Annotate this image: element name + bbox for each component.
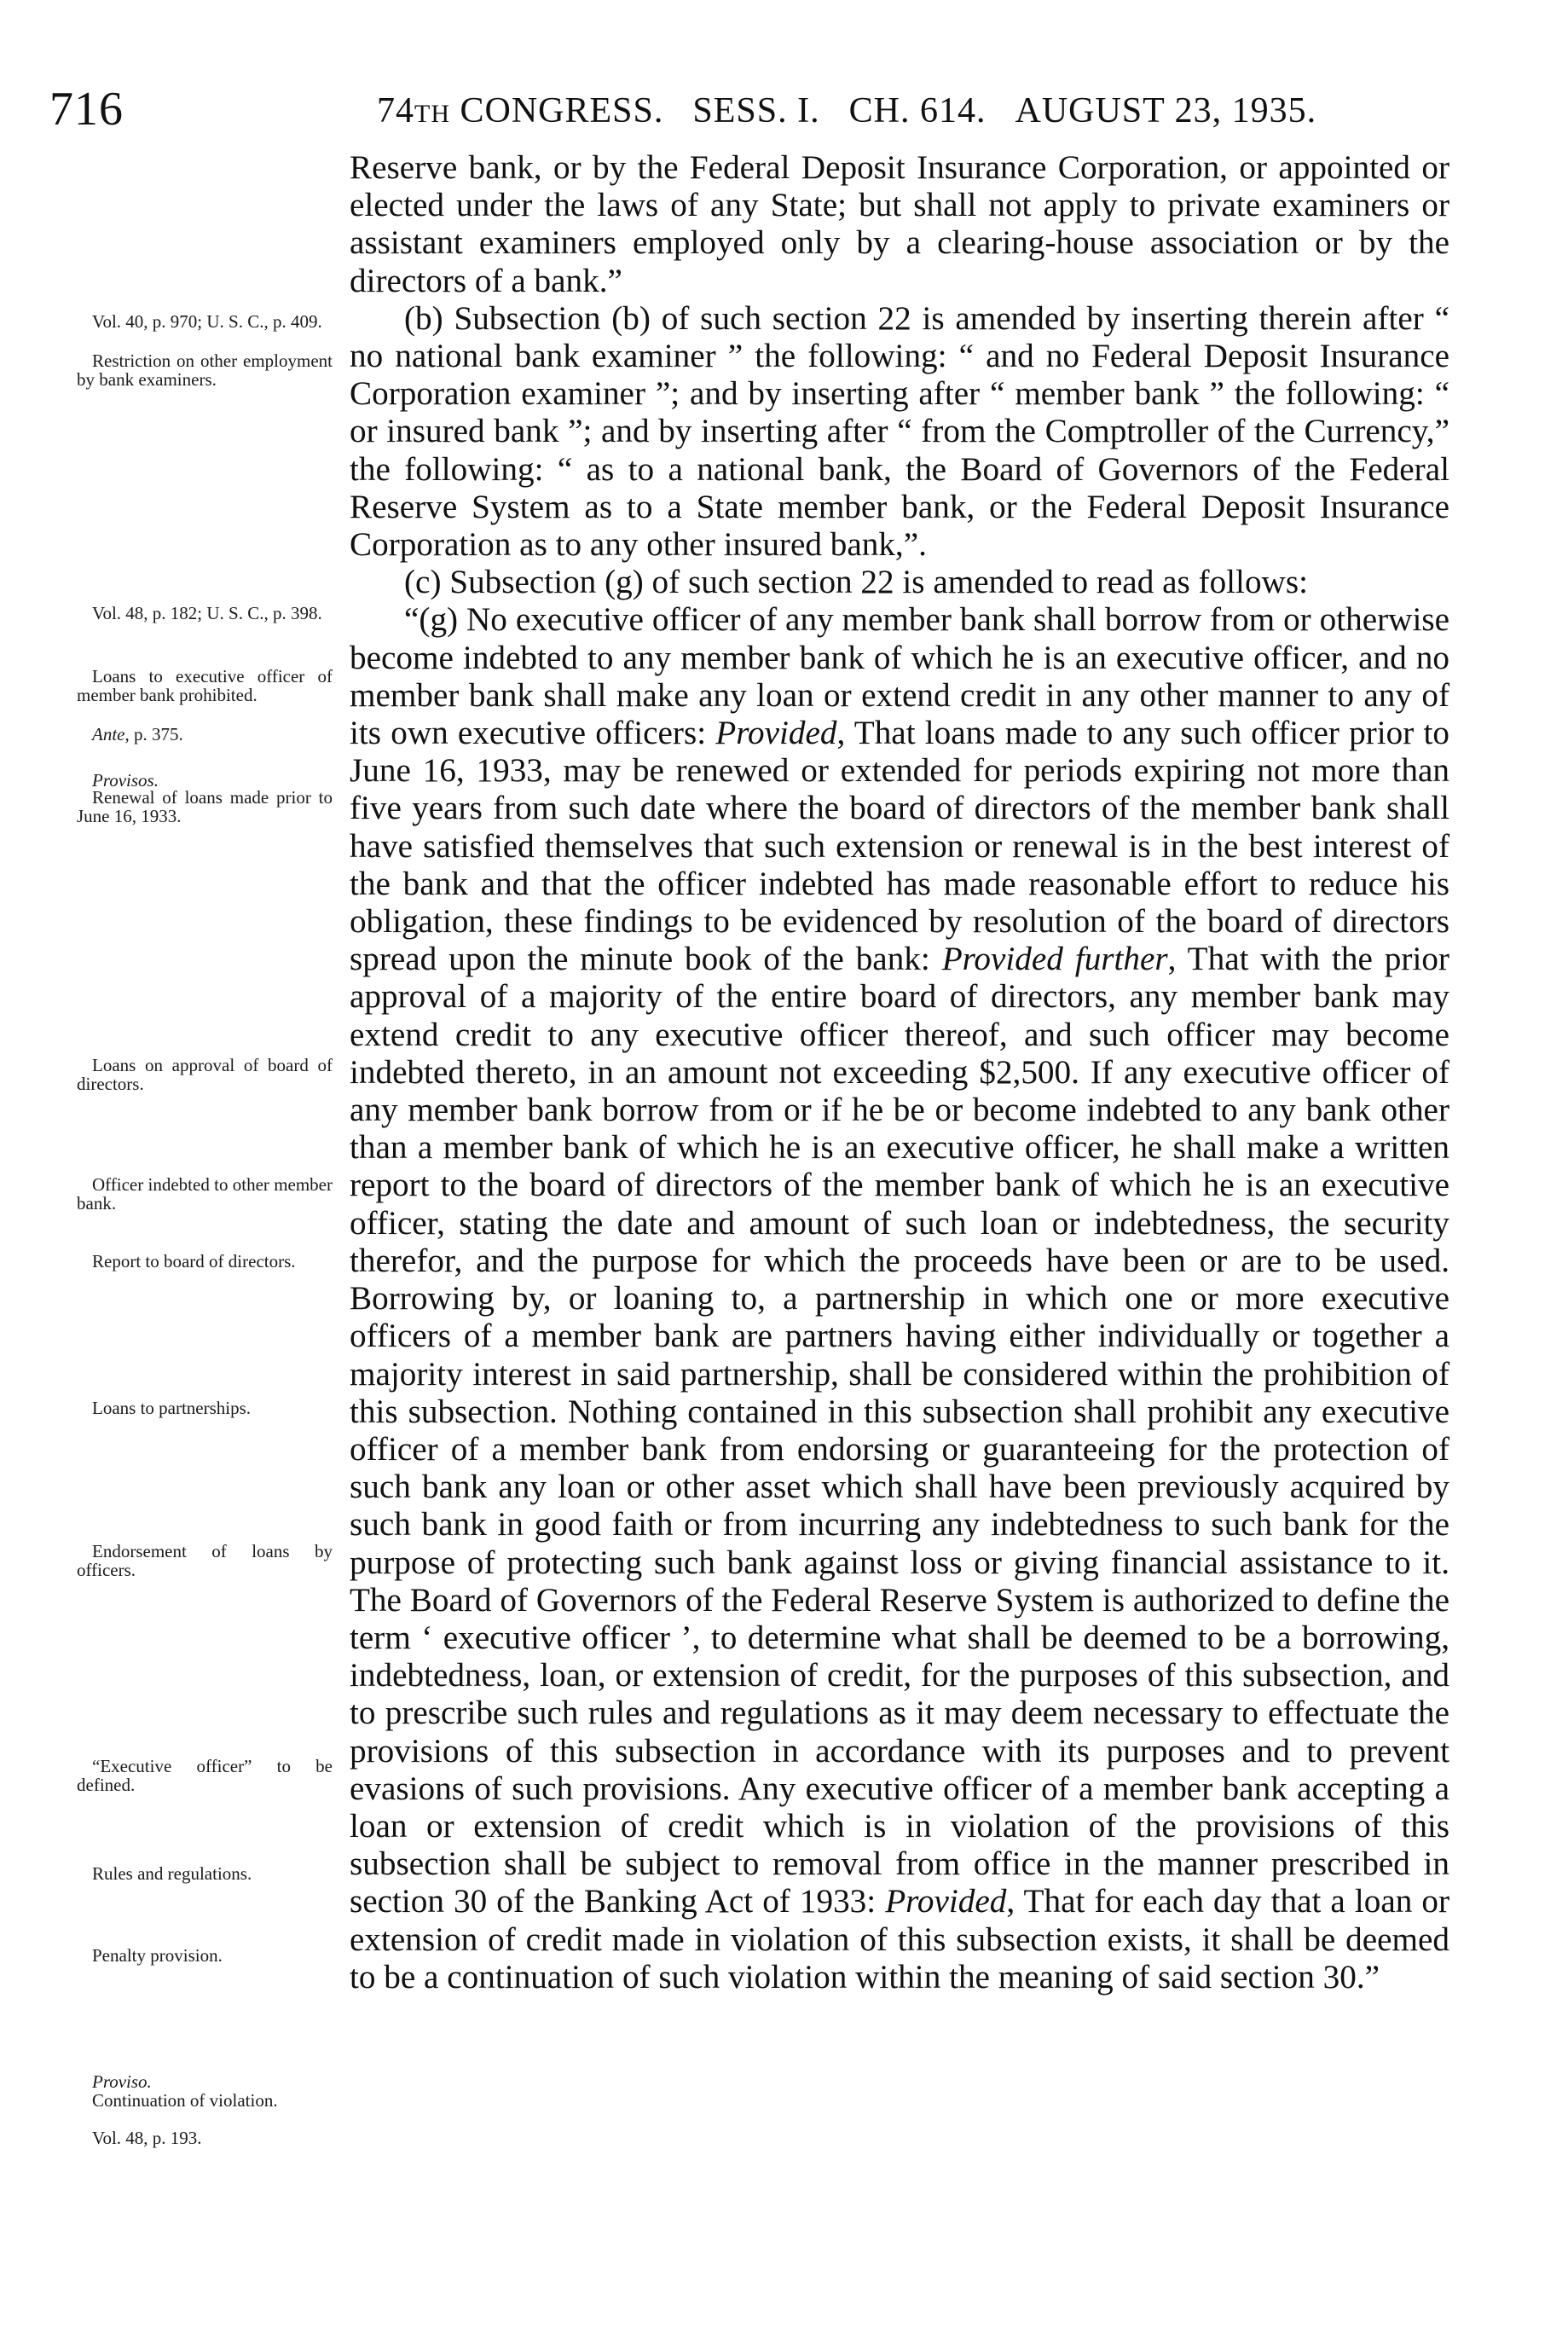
page-number: 716 [49, 83, 124, 136]
chapter: CH. 614. [848, 91, 987, 130]
margin-note-rules: Rules and regulations. [92, 1863, 252, 1884]
margin-note-officer-indebted: Officer indebted to other member bank. [77, 1174, 333, 1214]
margin-note-provisos: Provisos. [92, 770, 159, 791]
paragraph-continuation: Reserve bank, or by the Federal Deposit Insurance Corporation, or appointed or elected under the laws of any State; but shall not apply to private examiners or assistant examiners employed only by a clearing-house association or by the directors of a bank.” [350, 149, 1449, 299]
margin-note-approval: Loans on approval of board of directors. [77, 1055, 333, 1094]
running-head [377, 90, 1316, 131]
margin-note-renewal: Renewal of loans made prior to June 16, 1933. [77, 787, 333, 826]
margin-note-vol48-p193: Vol. 48, p. 193. [92, 2128, 202, 2148]
margin-note-executive-officer-defined: “Executive officer” to be defined. [77, 1756, 333, 1795]
margin-note-endorsement: Endorsement of loans by officers. [77, 1541, 333, 1580]
margin-note-vol40-citation: Vol. 40, p. 970; U. S. C., p. 409. [92, 311, 322, 332]
margin-note-report: Report to board of directors. [92, 1251, 296, 1271]
margin-note-penalty: Penalty provision. [92, 1945, 223, 1966]
paragraph-subsection-c: (c) Subsection (g) of such section 22 is amended to read as follows: [404, 564, 1308, 601]
margin-note-restriction: Restriction on other employment by bank examiners. [77, 350, 333, 390]
margin-note-partnerships: Loans to partnerships. [92, 1398, 252, 1418]
margin-note-continuation: Continuation of violation. [92, 2090, 278, 2111]
session: SESS. I. [692, 91, 820, 130]
statute-body [350, 149, 1449, 1996]
paragraph-subsection-g: “(g) No executive officer of any member bank shall borrow from or otherwise become indebted to any member bank of which he is an executive officer, and no member bank shall make any loan or extend credit in any other manner to any of its own executive officers: Provided, That loans made to any such officer prior to June 16, 1933, may be renewed or extended for periods expiring not more than five years from such date where the board of directors of the member bank shall have satisfied themselves that such extension or renewal is in the best interest of the bank and that the officer indebted has made reasonable effort to reduce his obligation, these findings to be evidenced by resolution of the board of directors spread upon the minute book of the bank: Provided further, That with the prior approval of a majority of the entire board of directors, any member bank may extend credit to any executive officer thereof, and such officer may become indebted thereto, in an amount not exceeding $2,500. If any executive officer of any member bank borrow from or if he be or become indebted to any bank other than a member bank of which he is an executive officer, he shall make a written report to the board of directors of the member bank of which he is an executive officer, stating the date and amount of such loan or indebtedness, the security therefor, and the purpose for which the proceeds have been or are to be used. Borrowing by, or loaning to, a partnership in which one or more executive officers of a member bank are partners having either individually or together a majority interest in said partnership, shall be considered within the prohibition of this subsection. Nothing contained in this subsection shall prohibit any executive officer of a member bank from endorsing or guaranteeing for the protection of such bank any loan or other asset which shall have been previously acquired by such bank in good faith or from incurring any indebtedness to such bank for the purpose of protecting such bank against loss or giving financial assistance to it. The Board of Governors of the Federal Reserve System is authorized to define the term ‘ executive officer ’, to determine what shall be deemed to be a borrowing, indebtedness, loan, or extension of credit, for the purposes of this subsection, and to prescribe such rules and regulations as it may deem necessary to effectuate the provisions of this subsection in accordance with its purposes and to prevent evasions of such provisions. Any executive officer of a member bank accepting a loan or extension of credit which is in violation of the provisions of this subsection shall be subject to removal from office in the manner prescribed in section 30 of the Banking Act of 1933: Provided, That for each day that a loan or extension of credit made in violation of this subsection exists, it shall be deemed to be a continuation of such violation within the meaning of said section 30.” [350, 601, 1449, 1996]
margin-note-ante: Ante, p. 375. [92, 724, 183, 744]
margin-note-vol48-citation: Vol. 48, p. 182; U. S. C., p. 398. [92, 603, 322, 623]
congress: 74TH CONGRESS. [377, 91, 664, 130]
date: AUGUST 23, 1935. [1015, 91, 1317, 130]
margin-note-loans-prohibited: Loans to executive officer of member bank prohibited. [77, 666, 333, 705]
paragraph-subsection-b: (b) Subsection (b) of such section 22 is amended by inserting therein after “ no national bank examiner ” the following: “ and no Federal Deposit Insurance Corporation examiner ”; and by inserting after “ member bank ” the following: “ or insured bank ”; and by inserting after “ from the Comptroller of the Currency,” the following: “ as to a national bank, the Board of Governors of the Federal Reserve System as to a State member bank, or the Federal Deposit Insurance Corporation as to any other insured bank,”. [350, 299, 1449, 564]
margin-note-proviso: Proviso. [92, 2071, 152, 2092]
